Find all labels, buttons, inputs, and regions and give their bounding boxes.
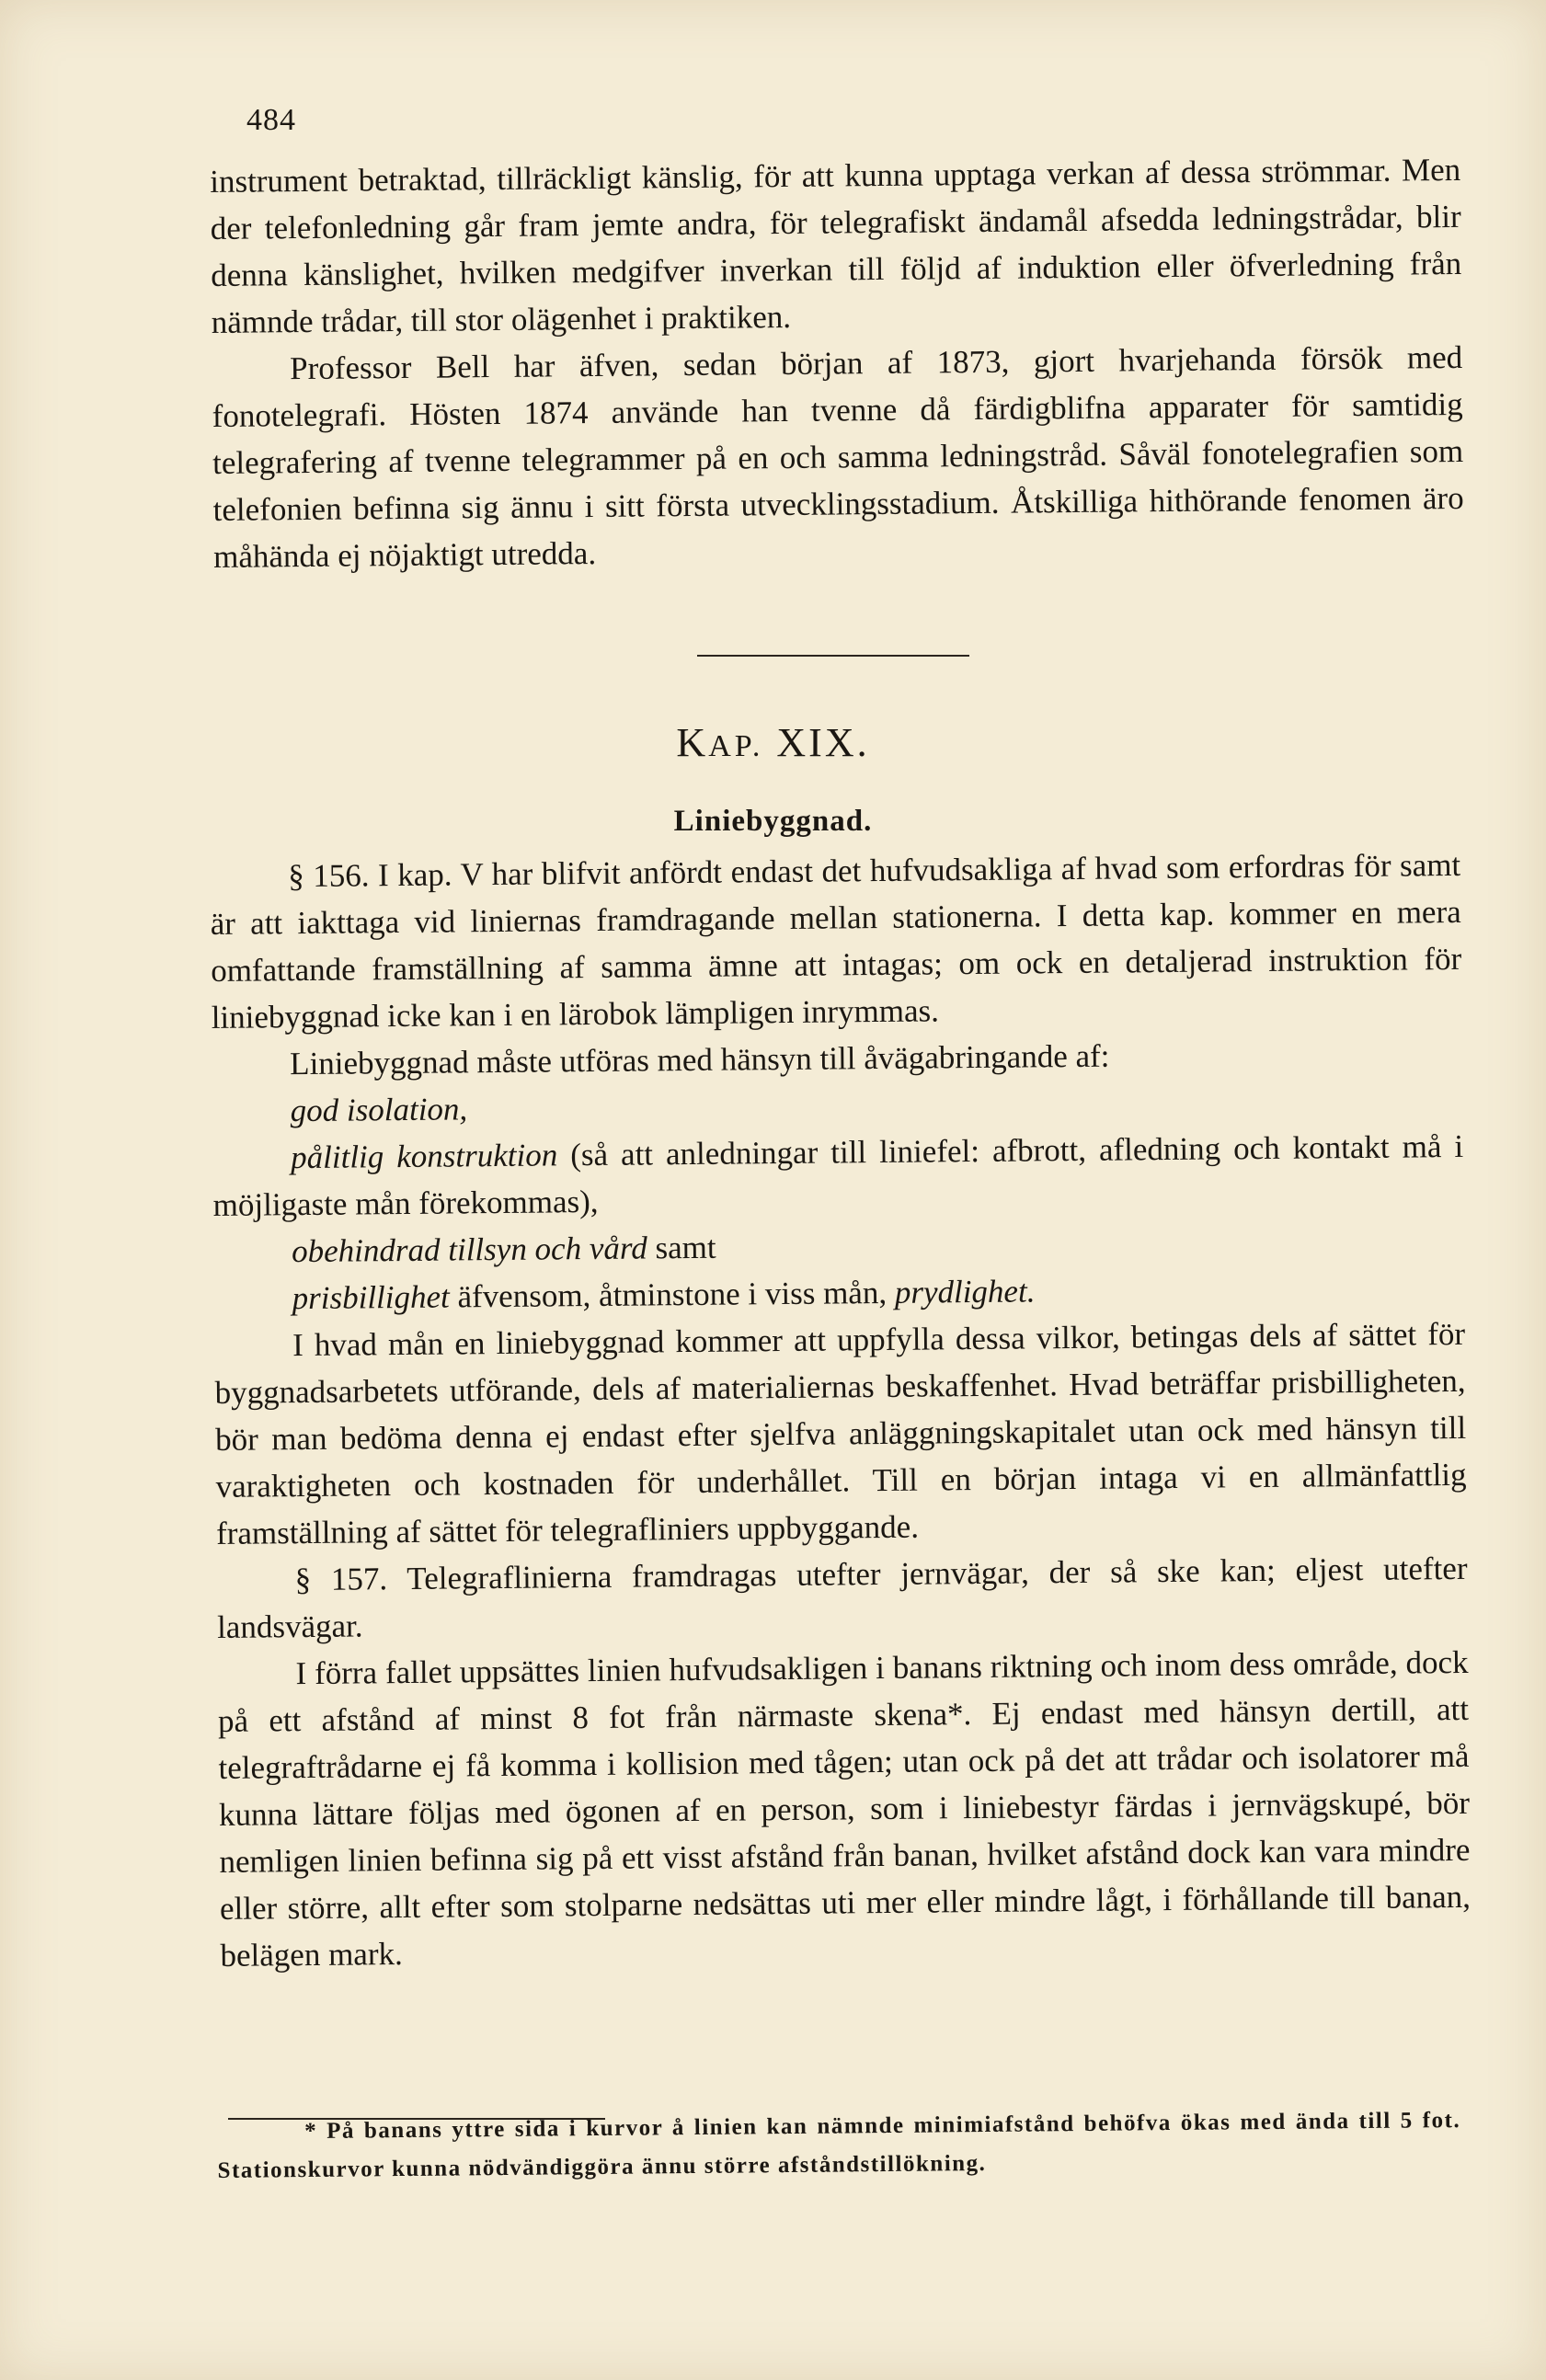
section-divider [697,655,969,657]
main-text-block [210,841,1472,1979]
footnote-text: * På banans yttre sida i kurvor å linien kan nämnde minimiafstånd behöfva ökas med ända till 5 fot. Stationskurvor kunna nödvändiggöra ännu större afståndstillökning. [217,2108,1461,2183]
requirement-construction-term: pålitlig konstruktion [290,1137,558,1176]
requirement-cost-text: äfvensom, åtminstone i viss mån, [449,1274,896,1315]
requirement-cost-term: prisbillighet [292,1278,450,1317]
requirements-intro: Liniebyggnad måste utföras med hänsyn till åvägabringande af: [290,1037,1110,1082]
requirement-construction-text: (så att anledningar till liniefel: afbrott, afledning och kontakt må i möjligaste mån förekommas), [212,1127,1464,1223]
requirement-isolation-text: god isolation, [290,1091,468,1129]
page-number: 484 [246,103,296,137]
requirement-neatness-term: prydlighet. [894,1273,1036,1310]
chapter-heading [0,719,1546,766]
paragraph-conditions: I hvad mån en liniebyggnad kommer att uppfylla dessa vilkor, betingas dels af sättet för byggnadsarbetets utförande, dels af materialiernas beskaffenhet. Hvad beträffar prisbilligheten, bör man bedöma denna ej endast efter sjelfva anläggningskapitalet utan ock med hänsyn till varaktigheten och kostnaden för underhållet. Till en början intaga vi en allmänfattlig framställning af sättet för telegrafliniers uppbyggande. [214,1315,1467,1551]
footnote [217,2101,1461,2191]
paragraph-bell: Professor Bell har äfven, sedan början af 1873, gjort hvarjehanda försök med fonotelegrafi. Hösten 1874 använde han tvenne då färdigblifna apparater för samtidig telegrafering af tvenne telegrammer på en och samma ledningstråd. Såväl fonotelegrafien som telefonien befinna sig ännu i sitt första utvecklingsstadium. Åtskilliga hithörande fenomen äro måhända ej nöjaktigt utredda. [212,338,1464,575]
requirement-construction [212,1123,1464,1229]
section-title: Liniebyggnad. [673,805,873,838]
chapter-number: XIX. [776,720,870,765]
requirement-supervision-term: obehindrad tillsyn och vård [291,1230,647,1270]
chapter-prefix-rest: AP. [708,729,764,763]
top-text-block [210,146,1464,580]
chapter-prefix-initial: K [676,720,709,765]
paragraph-157-railway: I förra fallet uppsättes linien hufvudsakligen i banans riktning och inom dess område, dock på ett afstånd af minst 8 fot från närmaste skena*. Ej endast med hänsyn dertill, att telegraftrådarne ej få komma i kollision med tågen; utan ock på det att trådar och isolatorer må kunna lättare följas med ögonen af en person, som i liniebestyr färdas i jernvägskupé, bör nemligen linien befinna sig på ett visst afstånd från banan, hvilket afstånd dock kan vara mindre eller större, allt efter som stolparne nedsättas uti mer eller mindre lågt, i förhållande till banan, belägen mark. [217,1643,1472,1974]
paragraph-156: § 156. I kap. V har blifvit anfördt endast det hufvudsakliga af hvad som erfordras för samt är att iakttaga vid liniernas framdragande mellan stationerna. I detta kap. kommer en mera omfattande framställning af samma ämne att intagas; om ock en detaljerad instruktion för liniebyggnad icke kan i en lärobok lämpligen inrymmas. [210,846,1462,1036]
requirement-supervision-text: samt [647,1229,716,1266]
paragraph-continuation: instrument betraktad, tillräckligt känslig, för att kunna upptaga verkan af dessa strömmar. Men der telefonledning går fram jemte andra, för telegrafiskt ändamål afsedda ledningstrådar, blir denna känslighet, hvilken medgifver inverkan till följd af induktion eller öfverledning från nämnde trådar, till stor olägenhet i praktiken. [210,151,1462,340]
paragraph-157: § 157. Telegraflinierna framdragas utefter jernvägar, der så ske kan; eljest utefter landsvägar. [216,1550,1468,1645]
